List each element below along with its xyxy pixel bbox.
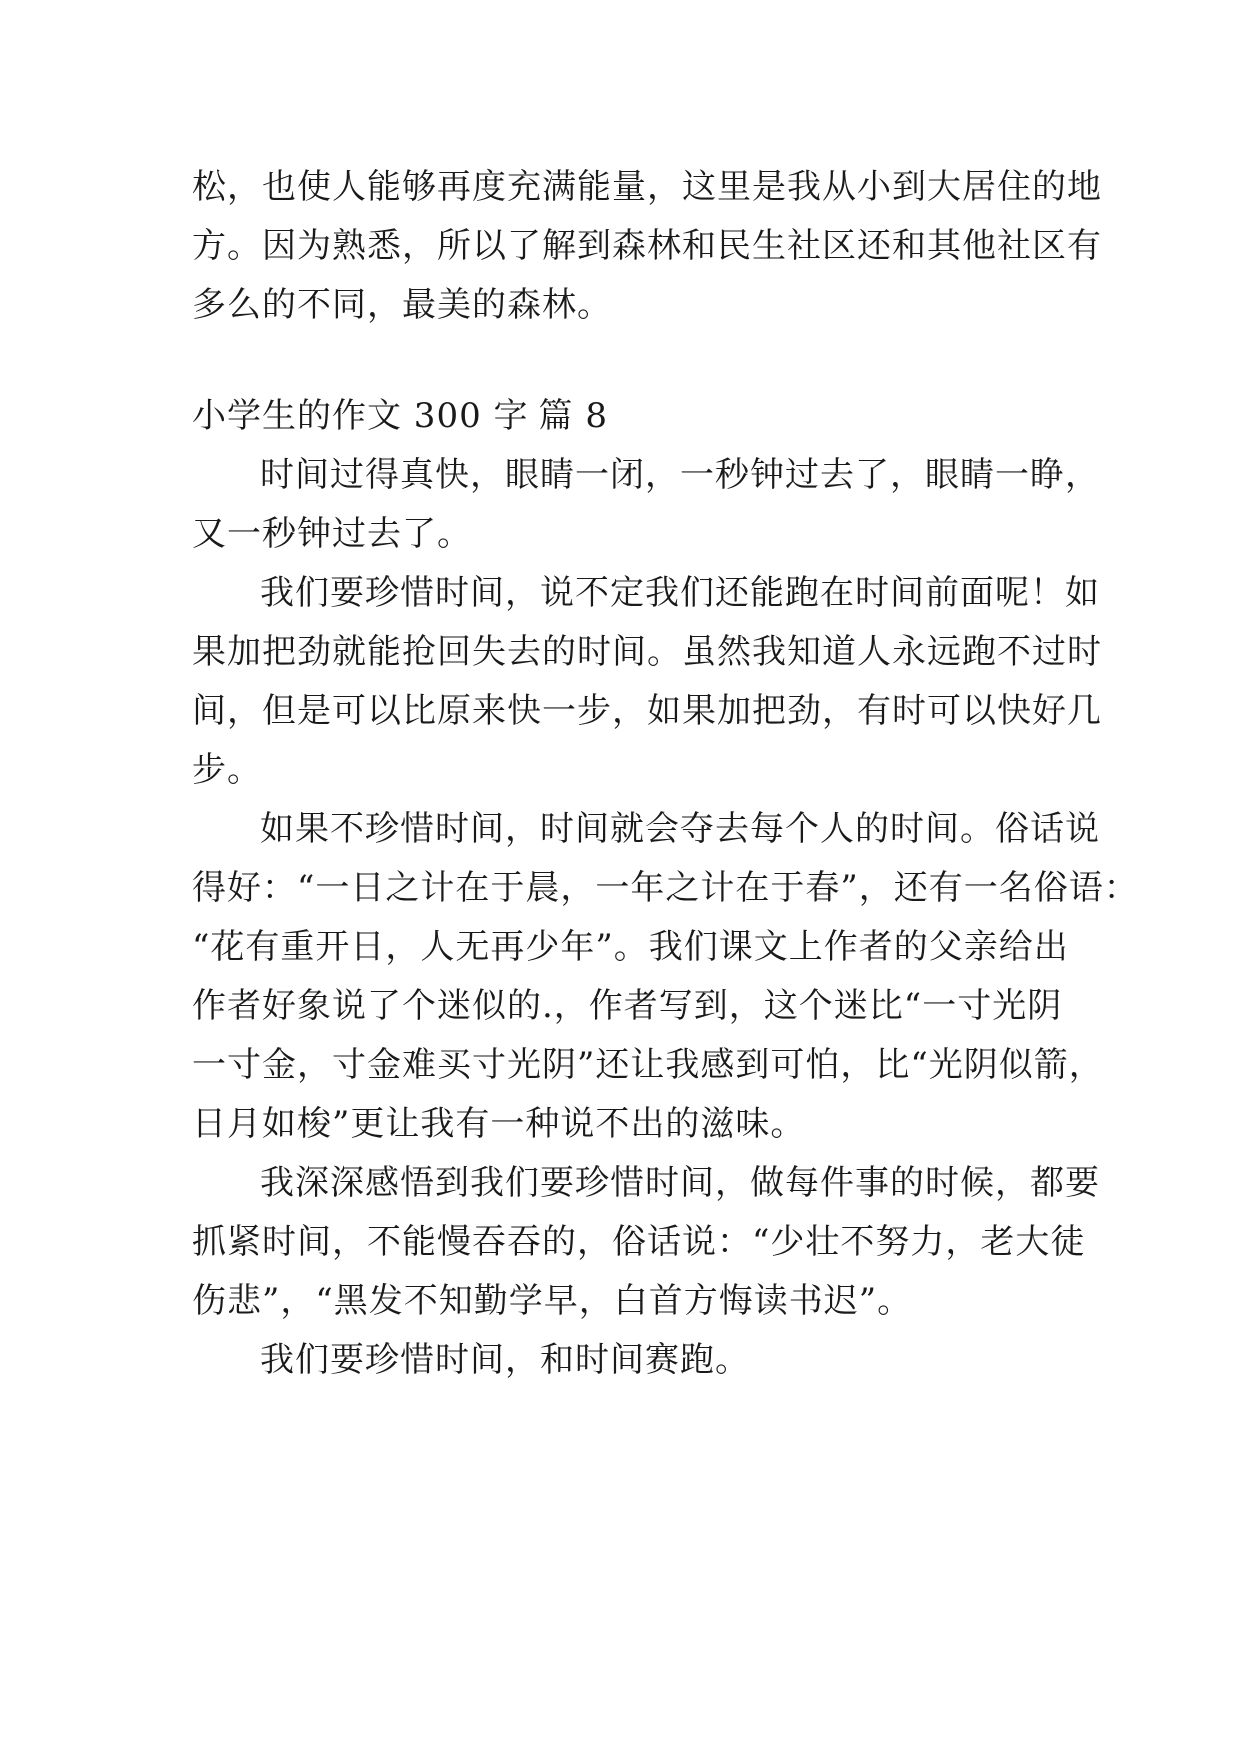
paragraph (192, 1331, 1062, 1390)
text-line: 得好：“一日之计在于晨，一年之计在于春”，还有一名俗语： (192, 868, 1139, 908)
text-line: 日月如梭”更让我有一种说不出的滋味。 (192, 1104, 806, 1144)
text-line: 伤悲”，“黑发不知勤学早，白首方悔读书迟”。 (192, 1281, 913, 1321)
text-line: 我们要珍惜时间，说不定我们还能跑在时间前面呢！如 (260, 573, 1100, 613)
paragraph (192, 564, 1102, 800)
text-line: 果加把劲就能抢回失去的时间。虽然我知道人永远跑不过时 (192, 632, 1102, 672)
text-line: 如果不珍惜时间，时间就会夺去每个人的时间。俗话说 (260, 809, 1100, 849)
document-page (192, 158, 1139, 1390)
paragraph (192, 1154, 1100, 1331)
text-line: 我深深感悟到我们要珍惜时间，做每件事的时候，都要 (260, 1163, 1100, 1203)
text-line: 我们要珍惜时间，和时间赛跑。 (260, 1340, 750, 1380)
section-title-main: 小学生的作文 300 字 (192, 396, 529, 436)
intro-text (192, 158, 1102, 335)
text-line: 抓紧时间，不能慢吞吞的，俗话说：“少壮不努力，老大徒 (192, 1222, 1086, 1262)
text-line: 间，但是可以比原来快一步，如果加把劲，有时可以快好几 (192, 691, 1102, 731)
paragraph (192, 800, 1139, 1154)
text-line: 方。因为熟悉，所以了解到森林和民生社区还和其他社区有 (192, 226, 1102, 266)
text-line: 松，也使人能够再度充满能量，这里是我从小到大居住的地 (192, 167, 1102, 207)
text-line: 一寸金，寸金难买寸光阴”还让我感到可怕，比“光阴似箭， (192, 1045, 1104, 1085)
text-line: 多么的不同，最美的森林。 (192, 285, 612, 325)
section-gap (192, 335, 1062, 387)
text-line: 作者好象说了个迷似的.，作者写到，这个迷比“一寸光阴 (192, 986, 1063, 1026)
text-line: 又一秒钟过去了。 (192, 514, 472, 554)
section-title-number: 篇 8 (538, 396, 608, 436)
text-line: 时间过得真快，眼睛一闭，一秒钟过去了，眼睛一睁， (260, 455, 1100, 495)
text-line: 步。 (192, 750, 262, 790)
paragraph (192, 446, 1100, 564)
section-title (192, 387, 1062, 446)
text-line: “花有重开日，人无再少年”。我们课文上作者的父亲给出 (192, 927, 1069, 967)
